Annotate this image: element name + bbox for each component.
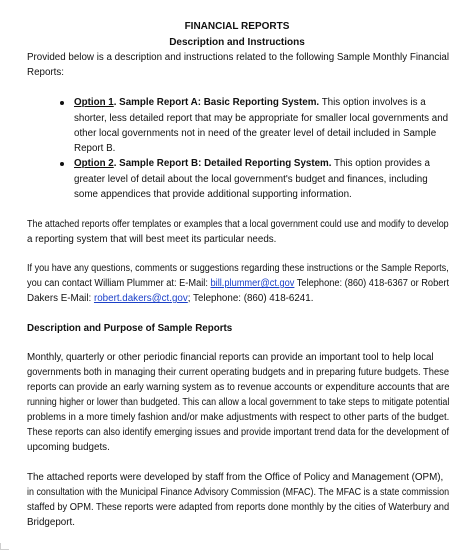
intro-line: Provided below is a description and instructions related to the following Sample Monthly Financial	[27, 52, 450, 63]
option-line: other local governments not in need of the greater level of detail included in Sample	[74, 128, 437, 139]
option-text: This option involves is a	[319, 97, 426, 108]
contact-text: Dakers E-Mail:	[27, 293, 94, 304]
option-line: some appendices that provide additional supporting information.	[74, 189, 352, 200]
email-link-plummer[interactable]: bill.plummer@ct.gov	[210, 278, 295, 289]
option-line: shorter, less detailed report that may be appropriate for smaller local governments and	[74, 113, 449, 124]
monthly-line: These reports can also identify emerging issues and provide important trend data for the development of	[27, 427, 450, 438]
monthly-line: problems in a more timely fashion and/or make adjustments with respect to other parts of the budget.	[27, 412, 450, 423]
monthly-line: reports can provide an early warning system as to revenue accounts or expenditure accounts that are	[27, 382, 450, 393]
document-title: FINANCIAL REPORTS	[184, 21, 290, 32]
developed-line: The attached reports were developed by staff from the Office of Policy and Management (OPM),	[27, 472, 444, 483]
option-name: . Sample Report A: Basic Reporting System.	[113, 97, 320, 108]
option-name: . Sample Report B: Detailed Reporting System.	[113, 158, 332, 169]
option-line: Report B.	[74, 143, 116, 154]
bullet-icon	[60, 162, 64, 166]
contact-line: If you have any questions, comments or suggestions regarding these instructions or the Sample Reports,	[27, 263, 449, 274]
attached-line: a reporting system that will best meet its particular needs.	[27, 234, 277, 245]
email-link-dakers[interactable]: robert.dakers@ct.gov	[93, 293, 188, 304]
option-label: Option 1	[74, 97, 114, 108]
option-text: This option provides a	[331, 158, 430, 169]
intro-line: Reports:	[27, 67, 65, 78]
monthly-line: governments both in managing their current operating budgets and in preparing future budgets. These	[27, 367, 450, 378]
contact-line	[27, 277, 449, 290]
developed-line: Bridgeport.	[27, 517, 75, 528]
contact-text: ; Telephone: (860) 418-6241.	[187, 293, 314, 304]
bullet-icon	[60, 101, 64, 105]
contact-line	[27, 292, 313, 305]
option-line: greater level of detail about the local government's budget and finances, including	[74, 174, 428, 185]
monthly-line: Monthly, quarterly or other periodic financial reports can provide an important tool to help local	[27, 352, 434, 363]
option-label: Option 2	[74, 158, 114, 169]
option-1-first-line	[74, 96, 426, 109]
page-corner-mark	[0, 543, 9, 550]
monthly-line: upcoming budgets.	[27, 442, 110, 453]
attached-line: The attached reports offer templates or examples that a local government could use and modify to develop	[27, 219, 449, 230]
option-2-first-line	[74, 157, 430, 170]
section-heading: Description and Purpose of Sample Reports	[27, 323, 233, 334]
developed-line: in consultation with the Municipal Finance Advisory Commission (MFAC). The MFAC is a state commission	[27, 487, 450, 498]
monthly-line: running higher or lower than budgeted. This can allow a local government to take steps to mitigate potential	[27, 397, 450, 408]
document-subtitle: Description and Instructions	[169, 37, 305, 48]
developed-line: staffed by OPM. These reports were adapted from reports done monthly by the cities of Waterbury and	[27, 502, 450, 513]
contact-text: Telephone: (860) 418-6367 or Robert	[294, 278, 450, 289]
contact-text: you can contact William Plummer at: E-Mail:	[27, 278, 211, 289]
